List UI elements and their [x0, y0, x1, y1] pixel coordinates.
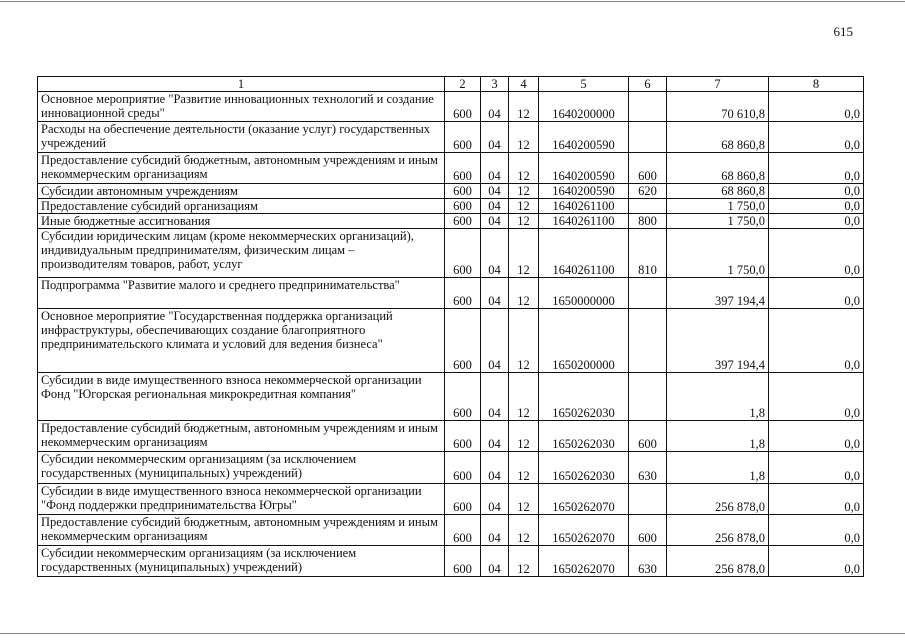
- row-name-cell: Субсидии в виде имущественного взноса некоммерческой организации "Фонд поддержки предпринимательства Югры": [38, 484, 445, 515]
- row-code-cell: 600: [629, 421, 667, 452]
- row-amount-cell: 0,0: [769, 278, 864, 309]
- row-code-cell: 12: [509, 452, 539, 484]
- row-code-cell: 04: [481, 309, 509, 373]
- table-row: [38, 92, 864, 122]
- row-code-cell: 12: [509, 199, 539, 214]
- row-code-cell: 04: [481, 229, 509, 278]
- row-name-cell: Подпрограмма "Развитие малого и среднего предпринимательства": [38, 278, 445, 309]
- table-row: [38, 546, 864, 577]
- row-code-cell: 1650262070: [539, 515, 629, 546]
- row-amount-cell: 0,0: [769, 122, 864, 153]
- row-code-cell: [629, 278, 667, 309]
- table-row: [38, 484, 864, 515]
- header-cell: 5: [539, 77, 629, 92]
- row-code-cell: 600: [445, 122, 481, 153]
- row-code-cell: 12: [509, 214, 539, 229]
- row-code-cell: 04: [481, 122, 509, 153]
- header-cell: 4: [509, 77, 539, 92]
- row-code-cell: 600: [445, 184, 481, 199]
- row-code-cell: 12: [509, 122, 539, 153]
- row-code-cell: 600: [445, 515, 481, 546]
- row-name-cell: Предоставление субсидий бюджетным, автономным учреждениям и иным некоммерческим организациям: [38, 515, 445, 546]
- table-row: [38, 199, 864, 214]
- row-amount-cell: 70 610,8: [667, 92, 769, 122]
- row-code-cell: 600: [445, 452, 481, 484]
- row-code-cell: 600: [629, 153, 667, 184]
- row-amount-cell: 0,0: [769, 92, 864, 122]
- row-code-cell: 1640261100: [539, 214, 629, 229]
- row-amount-cell: 68 860,8: [667, 122, 769, 153]
- row-code-cell: 04: [481, 184, 509, 199]
- row-code-cell: 12: [509, 153, 539, 184]
- row-amount-cell: 256 878,0: [667, 484, 769, 515]
- row-code-cell: 1650200000: [539, 309, 629, 373]
- row-code-cell: 600: [445, 546, 481, 577]
- row-code-cell: 600: [445, 309, 481, 373]
- row-amount-cell: 0,0: [769, 515, 864, 546]
- row-code-cell: 12: [509, 278, 539, 309]
- row-code-cell: 04: [481, 515, 509, 546]
- table-row: [38, 373, 864, 421]
- row-name-cell: Расходы на обеспечение деятельности (оказание услуг) государственных учреждений: [38, 122, 445, 153]
- row-amount-cell: 256 878,0: [667, 515, 769, 546]
- row-amount-cell: 256 878,0: [667, 546, 769, 577]
- table-row: [38, 153, 864, 184]
- header-cell: 8: [769, 77, 864, 92]
- row-code-cell: 1650000000: [539, 278, 629, 309]
- header-cell: 3: [481, 77, 509, 92]
- row-code-cell: 04: [481, 92, 509, 122]
- row-name-cell: Предоставление субсидий бюджетным, автономным учреждениям и иным некоммерческим организациям: [38, 153, 445, 184]
- header-cell: 2: [445, 77, 481, 92]
- row-amount-cell: 68 860,8: [667, 184, 769, 199]
- row-code-cell: 1650262030: [539, 373, 629, 421]
- row-code-cell: 12: [509, 309, 539, 373]
- row-code-cell: 12: [509, 515, 539, 546]
- row-name-cell: Предоставление субсидий бюджетным, автономным учреждениям и иным некоммерческим организациям: [38, 421, 445, 452]
- row-code-cell: 1650262070: [539, 484, 629, 515]
- row-code-cell: 600: [445, 484, 481, 515]
- row-amount-cell: 68 860,8: [667, 153, 769, 184]
- row-amount-cell: 0,0: [769, 452, 864, 484]
- row-code-cell: 04: [481, 373, 509, 421]
- row-code-cell: 600: [445, 229, 481, 278]
- table-row: [38, 452, 864, 484]
- row-code-cell: 1640200000: [539, 92, 629, 122]
- row-code-cell: 600: [445, 373, 481, 421]
- row-code-cell: [629, 199, 667, 214]
- row-amount-cell: 0,0: [769, 214, 864, 229]
- row-code-cell: 1640200590: [539, 184, 629, 199]
- row-code-cell: 600: [445, 214, 481, 229]
- row-code-cell: [629, 122, 667, 153]
- table-row: [38, 278, 864, 309]
- row-name-cell: Основное мероприятие "Государственная поддержка организаций инфраструктуры, обеспечивающих создание благоприятного предпринимательского климата и условий для ведения бизнеса": [38, 309, 445, 373]
- row-amount-cell: 0,0: [769, 153, 864, 184]
- row-amount-cell: 0,0: [769, 546, 864, 577]
- row-amount-cell: 1,8: [667, 421, 769, 452]
- row-code-cell: 630: [629, 452, 667, 484]
- row-amount-cell: 0,0: [769, 309, 864, 373]
- row-amount-cell: 1 750,0: [667, 214, 769, 229]
- row-code-cell: [629, 309, 667, 373]
- row-amount-cell: 0,0: [769, 421, 864, 452]
- table-row: [38, 229, 864, 278]
- row-amount-cell: 1,8: [667, 373, 769, 421]
- row-amount-cell: 0,0: [769, 484, 864, 515]
- row-code-cell: 04: [481, 484, 509, 515]
- page-number: 615: [833, 24, 853, 39]
- row-code-cell: 12: [509, 184, 539, 199]
- row-name-cell: Основное мероприятие "Развитие инновационных технологий и создание инновационной среды": [38, 92, 445, 122]
- row-code-cell: 600: [445, 153, 481, 184]
- row-name-cell: Предоставление субсидий организациям: [38, 199, 445, 214]
- row-code-cell: 600: [445, 92, 481, 122]
- row-code-cell: 04: [481, 452, 509, 484]
- row-code-cell: 620: [629, 184, 667, 199]
- row-code-cell: 1650262070: [539, 546, 629, 577]
- row-code-cell: 630: [629, 546, 667, 577]
- row-code-cell: 04: [481, 421, 509, 452]
- row-amount-cell: 0,0: [769, 199, 864, 214]
- header-cell: 7: [667, 77, 769, 92]
- row-code-cell: 12: [509, 92, 539, 122]
- row-code-cell: 1640261100: [539, 229, 629, 278]
- row-code-cell: 1640200590: [539, 122, 629, 153]
- row-amount-cell: 397 194,4: [667, 309, 769, 373]
- top-scan-edge: [0, 1, 905, 2]
- row-code-cell: 04: [481, 153, 509, 184]
- row-amount-cell: 0,0: [769, 373, 864, 421]
- bottom-scan-edge: [0, 633, 905, 634]
- budget-table: [37, 76, 864, 577]
- table-row: [38, 309, 864, 373]
- header-cell: 1: [38, 77, 445, 92]
- header-cell: 6: [629, 77, 667, 92]
- row-amount-cell: 1 750,0: [667, 229, 769, 278]
- row-code-cell: [629, 484, 667, 515]
- row-code-cell: [629, 373, 667, 421]
- row-amount-cell: 397 194,4: [667, 278, 769, 309]
- row-amount-cell: 1 750,0: [667, 199, 769, 214]
- table-row: [38, 214, 864, 229]
- row-name-cell: Субсидии юридическим лицам (кроме некоммерческих организаций), индивидуальным предпринимателям, физическим лицам – производителям товаров, работ, услуг: [38, 229, 445, 278]
- row-name-cell: Иные бюджетные ассигнования: [38, 214, 445, 229]
- row-amount-cell: 0,0: [769, 229, 864, 278]
- row-code-cell: 600: [445, 421, 481, 452]
- row-code-cell: 1650262030: [539, 452, 629, 484]
- row-code-cell: 12: [509, 484, 539, 515]
- row-amount-cell: 1,8: [667, 452, 769, 484]
- row-name-cell: Субсидии автономным учреждениям: [38, 184, 445, 199]
- row-name-cell: Субсидии в виде имущественного взноса некоммерческой организации Фонд "Югорская региональная микрокредитная компания": [38, 373, 445, 421]
- row-name-cell: Субсидии некоммерческим организациям (за исключением государственных (муниципальных) учреждений): [38, 452, 445, 484]
- row-code-cell: 04: [481, 278, 509, 309]
- row-code-cell: 04: [481, 214, 509, 229]
- table-row: [38, 515, 864, 546]
- table-header-row: [38, 77, 864, 92]
- row-code-cell: 1640200590: [539, 153, 629, 184]
- row-code-cell: 600: [445, 278, 481, 309]
- row-code-cell: 12: [509, 229, 539, 278]
- row-code-cell: 600: [629, 515, 667, 546]
- row-code-cell: [629, 92, 667, 122]
- table-row: [38, 421, 864, 452]
- row-code-cell: 04: [481, 546, 509, 577]
- row-code-cell: 12: [509, 546, 539, 577]
- row-code-cell: 600: [445, 199, 481, 214]
- row-code-cell: 12: [509, 421, 539, 452]
- row-name-cell: Субсидии некоммерческим организациям (за исключением государственных (муниципальных) учреждений): [38, 546, 445, 577]
- row-code-cell: 1640261100: [539, 199, 629, 214]
- table-row: [38, 122, 864, 153]
- row-amount-cell: 0,0: [769, 184, 864, 199]
- row-code-cell: 12: [509, 373, 539, 421]
- row-code-cell: 04: [481, 199, 509, 214]
- table-row: [38, 184, 864, 199]
- row-code-cell: 1650262030: [539, 421, 629, 452]
- row-code-cell: 810: [629, 229, 667, 278]
- row-code-cell: 800: [629, 214, 667, 229]
